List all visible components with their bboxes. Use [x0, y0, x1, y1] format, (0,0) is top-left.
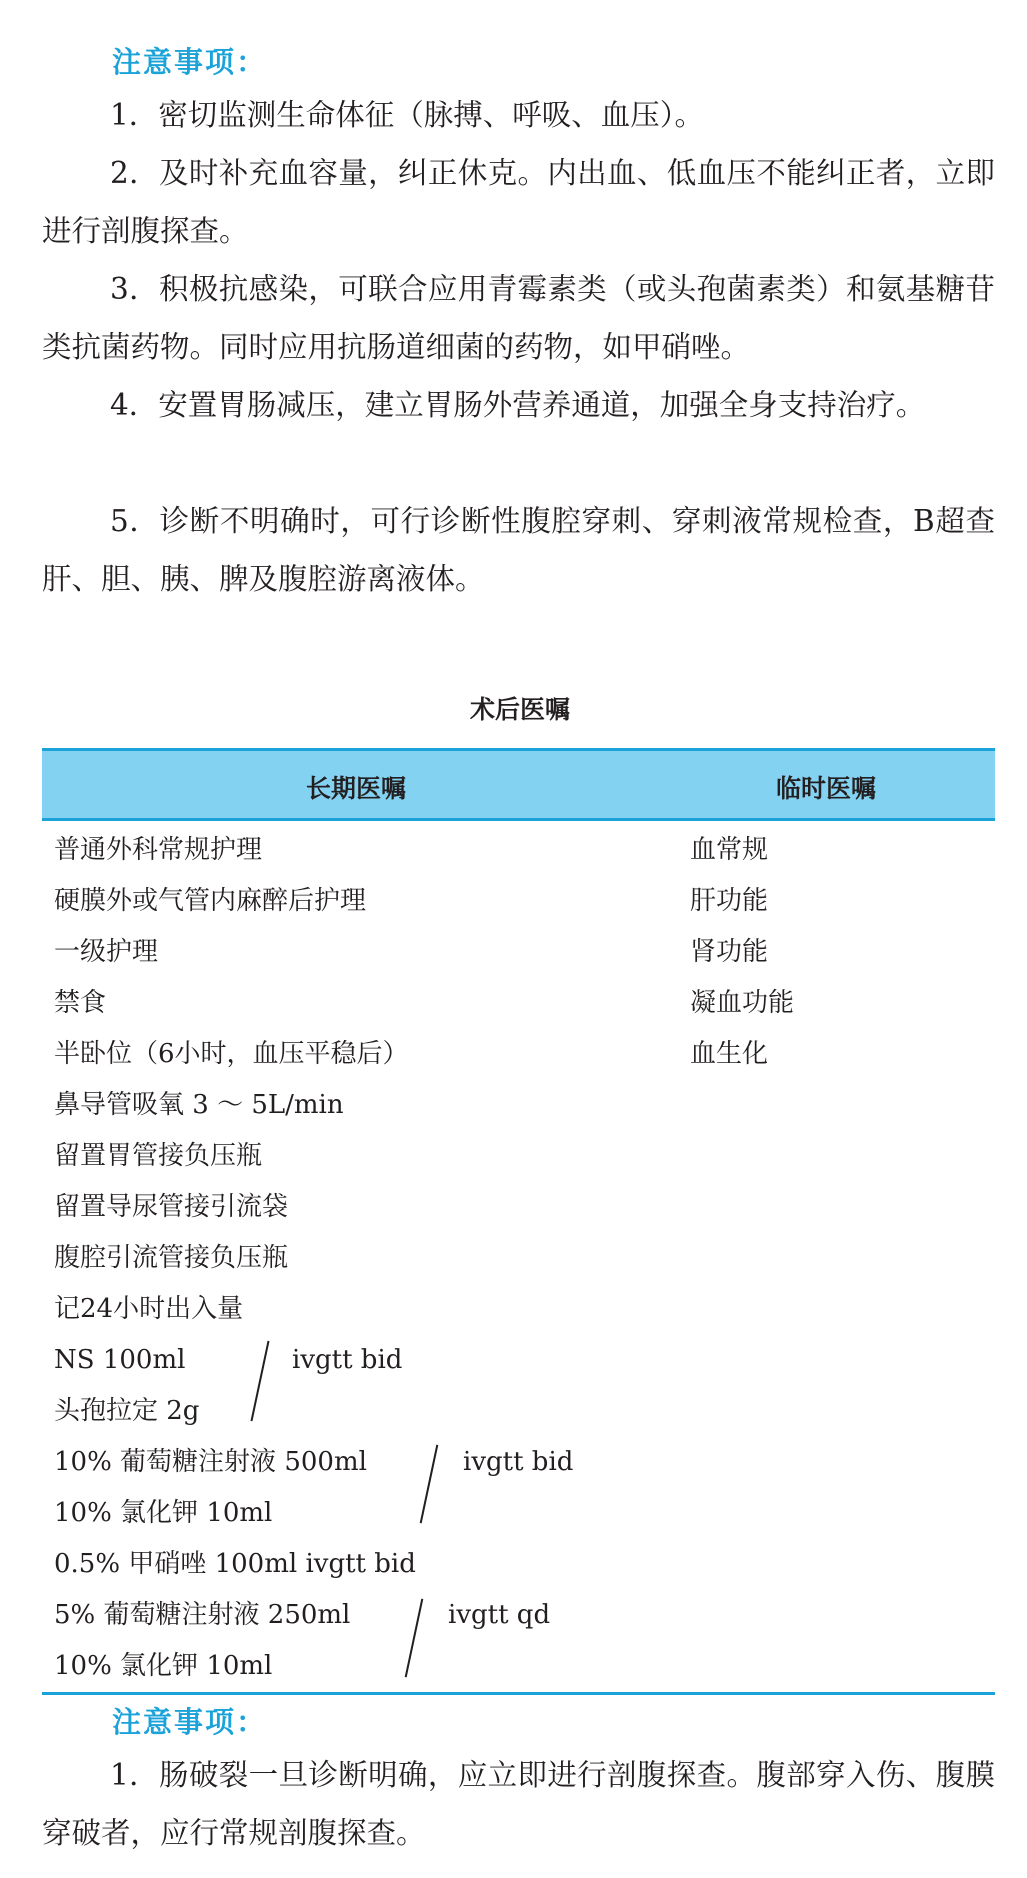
notes-heading-bottom: 注意事项：: [112, 1705, 268, 1739]
temp-order-2: 肝功能: [690, 886, 769, 916]
long-order-14: 10% 氯化钾 10ml: [54, 1498, 273, 1528]
long-order-6: 鼻导管吸氧 3 ～ 5L/min: [54, 1090, 344, 1120]
note-item-5: 5．诊断不明确时，可行诊断性腹腔穿刺、穿刺液常规检查，B超查肝、胆、胰、脾及腹腔游离液体。: [42, 504, 995, 596]
long-order-4: 禁食: [54, 988, 107, 1018]
long-order-12: 头孢拉定 2g: [54, 1396, 200, 1426]
temp-order-3: 肾功能: [690, 937, 769, 967]
long-order-1: 普通外科常规护理: [54, 835, 263, 865]
temp-order-4: 凝血功能: [690, 988, 795, 1018]
group-admin-1: ivgtt bid: [292, 1345, 403, 1375]
note-item-4: 4．安置胃肠减压，建立胃肠外营养通道，加强全身支持治疗。: [110, 388, 926, 422]
long-order-5: 半卧位（6小时，血压平稳后）: [54, 1039, 409, 1069]
long-order-9: 腹腔引流管接负压瓶: [54, 1243, 289, 1273]
table-caption: 术后医嘱: [469, 695, 570, 724]
group-admin-3: ivgtt qd: [448, 1600, 551, 1630]
long-order-3: 一级护理: [54, 937, 159, 967]
group-bracket-1: [250, 1341, 269, 1422]
temp-order-5: 血生化: [690, 1039, 769, 1069]
table-bottom-rule: [42, 1692, 995, 1695]
temp-order-1: 血常规: [690, 835, 769, 865]
long-order-13: 10% 葡萄糖注射液 500ml: [54, 1447, 367, 1477]
long-order-17: 10% 氯化钾 10ml: [54, 1651, 273, 1681]
notes-heading-top: 注意事项：: [112, 45, 268, 79]
long-order-16: 5% 葡萄糖注射液 250ml: [54, 1600, 351, 1630]
note-item-2: 2．及时补充血容量，纠正休克。内出血、低血压不能纠正者，立即进行剖腹探查。: [42, 156, 995, 248]
long-order-10: 记24小时出入量: [54, 1294, 244, 1324]
note-item-3: 3．积极抗感染，可联合应用青霉素类（或头孢菌素类）和氨基糖苷类抗菌药物。同时应用抗肠道细菌的药物，如甲硝唑。: [42, 272, 995, 364]
long-order-2: 硬膜外或气管内麻醉后护理: [54, 886, 367, 916]
long-order-8: 留置导尿管接引流袋: [54, 1192, 289, 1222]
group-bracket-2: [420, 1445, 439, 1524]
note-bottom-item-1: 1．肠破裂一旦诊断明确，应立即进行剖腹探查。腹部穿入伤、腹膜穿破者，应行常规剖腹探查。: [42, 1758, 995, 1850]
table-header: [42, 748, 995, 821]
note-item-1: 1．密切监测生命体征（脉搏、呼吸、血压）。: [110, 98, 705, 132]
group-admin-2: ivgtt bid: [463, 1447, 574, 1477]
long-order-11: NS 100ml: [54, 1345, 186, 1375]
long-order-15: 0.5% 甲硝唑 100ml ivgtt bid: [54, 1549, 416, 1579]
column-header-long-term: 长期医嘱: [306, 774, 407, 803]
long-order-7: 留置胃管接负压瓶: [54, 1141, 263, 1171]
group-bracket-3: [405, 1599, 424, 1678]
column-header-temporary: 临时医嘱: [776, 774, 877, 803]
